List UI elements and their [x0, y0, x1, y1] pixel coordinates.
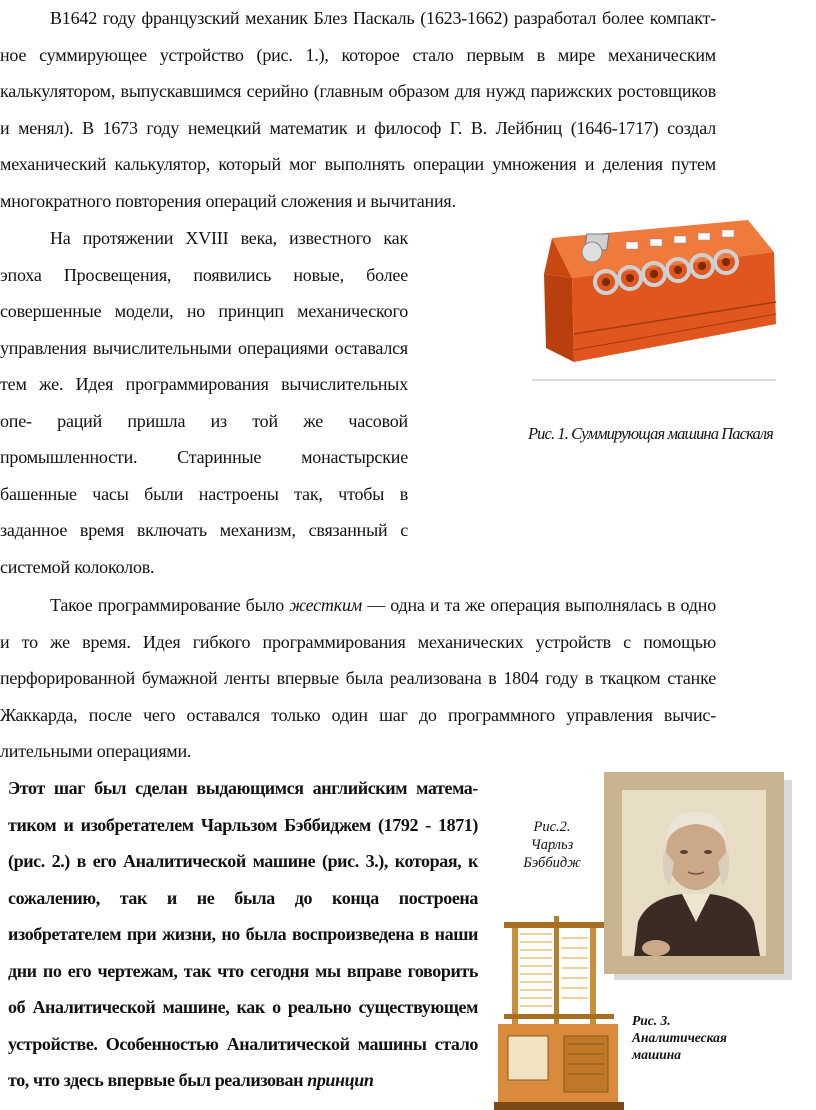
paragraph-enlightenment: На протяжении XVIII века, известного как эпоха Просвещения, появились новые, более совершенные модели, но принцип механического управления вычислительными операциями оставался тем же. Идея программирования вычислительных опе- раций пришла из той же часовой промышленности. Старинные монастырские башенные часы были настроены так, чтобы в заданное время включать механизм, связанный с системой колоколов. — [0, 228, 408, 577]
figure-2-caption: Рис.2. Чарльз Бэббидж — [523, 819, 581, 871]
paragraph-pascal: В1642 году французский механик Блез Паскаль (1623-1662) разработал более компакт-ное суммирующее устройство (рис. 1.), которое стало первым в мире механическим калькулятором, выпускавшимся серийно (главным образом для нужд парижских ростовщиков и менял). В 1673 году немецкий математик и философ Г. В. Лейбниц (1646-1717) создал механический калькулятор, который мог выполнять операции умножения и деления путем многократного повторения операций сложения и вычитания. — [0, 8, 716, 211]
paragraph-programming: Такое программирование было жестким — одна и та же операция выполнялась в одно и то же время. Идея гибкого программирования механических устройств с помощью перфорированной бумажной ленты впервые была реализована в 1804 году в ткацком станке Жаккарда, после чего оставался только один шаг до программного управления вычис-лительными операциями. — [0, 595, 716, 761]
figure-1-caption: Рис. 1. Суммирующая машина Паскаля — [528, 424, 773, 443]
paragraph-babbage: Этот шаг был сделан выдающимся английским матема-тиком и изобретателем Чарльзом Бэббиджем (1792 - 1871) (рис. 2.) в его Аналитической машине (рис. 3.), которая, к сожалению, так и не была до конца построена изобретателем при жизни, но была воспроизведена в наши дни по его чертежам, так что сегодня мы вправе говорить об Аналитической машине, как о реально существующем устройстве. Особенностью Аналитической машины стало то, что здесь впервые был реализован принцип — [8, 778, 478, 1090]
emphasis-rigid: жестким — [289, 595, 363, 615]
emphasis-principle: принцип — [307, 1070, 374, 1090]
figure-3-caption: Рис. 3. Аналитическая машина — [632, 1013, 727, 1062]
pascal-machine-image — [530, 212, 778, 384]
analytical-engine-image — [494, 914, 628, 1110]
babbage-portrait-image — [604, 772, 794, 982]
